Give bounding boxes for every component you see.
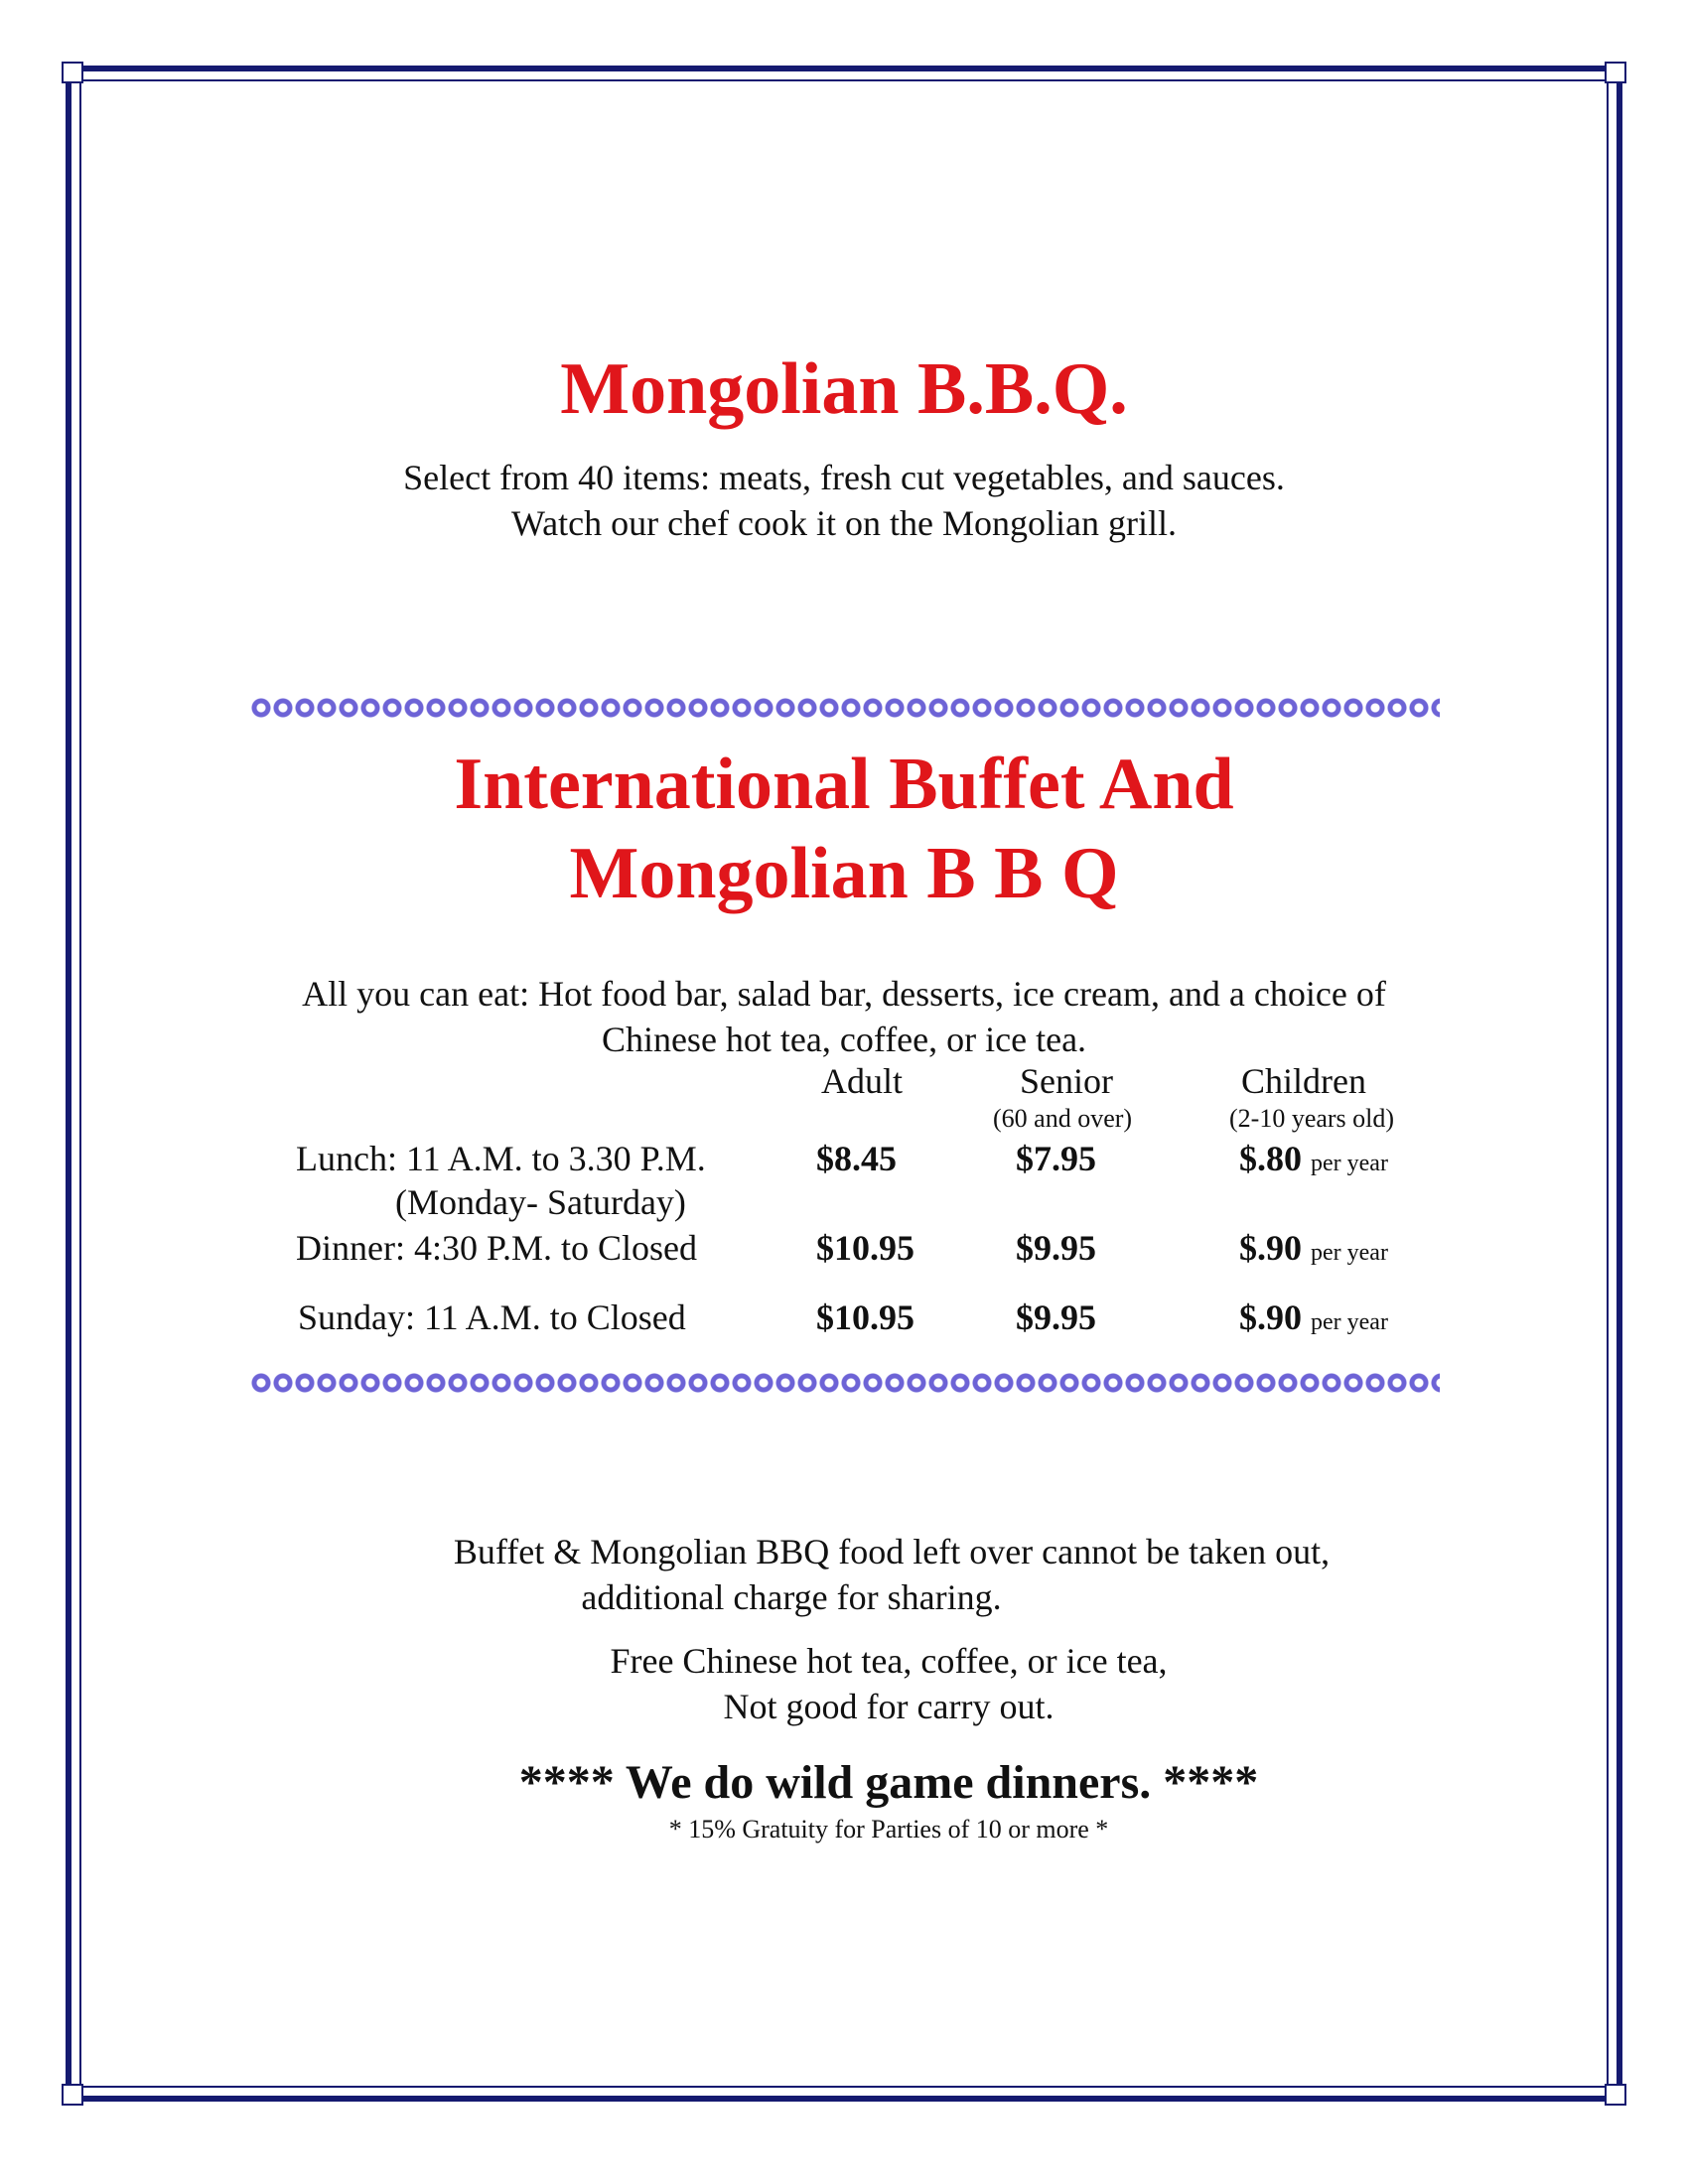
- border-corner-top-left: [62, 62, 83, 83]
- bbq-title: Mongolian B.B.Q.: [560, 348, 1128, 430]
- row-label-dinner: Dinner: 4:30 P.M. to Closed: [296, 1228, 698, 1268]
- price-lunch-children-value: $.80: [1239, 1139, 1302, 1178]
- price-dinner-children: [1239, 1227, 1388, 1269]
- price-sunday-children: [1239, 1297, 1388, 1338]
- price-sunday-senior: $9.95: [1016, 1297, 1096, 1337]
- price-lunch-children-unit: per year: [1311, 1151, 1388, 1176]
- price-dinner-children-unit: per year: [1311, 1240, 1388, 1266]
- buffet-description-line1: All you can eat: Hot food bar, salad bar, desserts, ice cream, and a choice of: [302, 974, 1386, 1014]
- border-corner-top-right: [1605, 62, 1626, 83]
- decorative-divider-bottom: [250, 1370, 1440, 1396]
- row-sublabel-lunch: (Monday- Saturday): [395, 1182, 686, 1222]
- free-drinks-line2: Not good for carry out.: [723, 1687, 1055, 1726]
- price-sunday-children-value: $.90: [1239, 1297, 1302, 1337]
- decorative-divider-top: [250, 695, 1440, 721]
- buffet-description-line2: Chinese hot tea, coffee, or ice tea.: [601, 1020, 1087, 1059]
- free-drinks-line1: Free Chinese hot tea, coffee, or ice tea,: [610, 1641, 1168, 1681]
- takeout-note-line2: additional charge for sharing.: [581, 1577, 1002, 1617]
- row-label-lunch: Lunch: 11 A.M. to 3.30 P.M.: [296, 1139, 706, 1178]
- price-sunday-children-unit: per year: [1311, 1309, 1388, 1335]
- buffet-title: [0, 740, 1688, 918]
- row-label-sunday: Sunday: 11 A.M. to Closed: [298, 1297, 686, 1337]
- price-sunday-adult: $10.95: [816, 1297, 914, 1337]
- column-subheader-children: (2-10 years old): [1229, 1104, 1395, 1133]
- buffet-title-line2: Mongolian B B Q: [569, 833, 1119, 914]
- bbq-description-line2: Watch our chef cook it on the Mongolian grill.: [511, 503, 1177, 543]
- buffet-description: [0, 971, 1688, 1062]
- takeout-note: [0, 1529, 1688, 1620]
- price-dinner-adult: $10.95: [816, 1228, 914, 1268]
- bbq-description: [0, 455, 1688, 546]
- bbq-description-line1: Select from 40 items: meats, fresh cut vegetables, and sauces.: [403, 458, 1285, 497]
- column-header-children: Children: [1241, 1061, 1366, 1101]
- free-drinks-note: [45, 1638, 1688, 1729]
- gratuity-note: * 15% Gratuity for Parties of 10 or more *: [668, 1815, 1109, 1843]
- price-lunch-adult: $8.45: [816, 1139, 897, 1178]
- buffet-title-line1: International Buffet And: [454, 744, 1234, 825]
- takeout-note-line1: Buffet & Mongolian BBQ food left over cannot be taken out,: [453, 1532, 1331, 1571]
- column-subheader-senior: (60 and over): [993, 1104, 1133, 1133]
- border-corner-bottom-left: [62, 2084, 83, 2106]
- price-dinner-children-value: $.90: [1239, 1228, 1302, 1268]
- border-corner-bottom-right: [1605, 2084, 1626, 2106]
- price-lunch-senior: $7.95: [1016, 1139, 1096, 1178]
- wild-game-banner: **** We do wild game dinners. ****: [518, 1756, 1259, 1809]
- price-dinner-senior: $9.95: [1016, 1228, 1096, 1268]
- column-header-senior: Senior: [1020, 1061, 1113, 1101]
- column-header-adult: Adult: [821, 1061, 904, 1101]
- price-lunch-children: [1239, 1138, 1388, 1179]
